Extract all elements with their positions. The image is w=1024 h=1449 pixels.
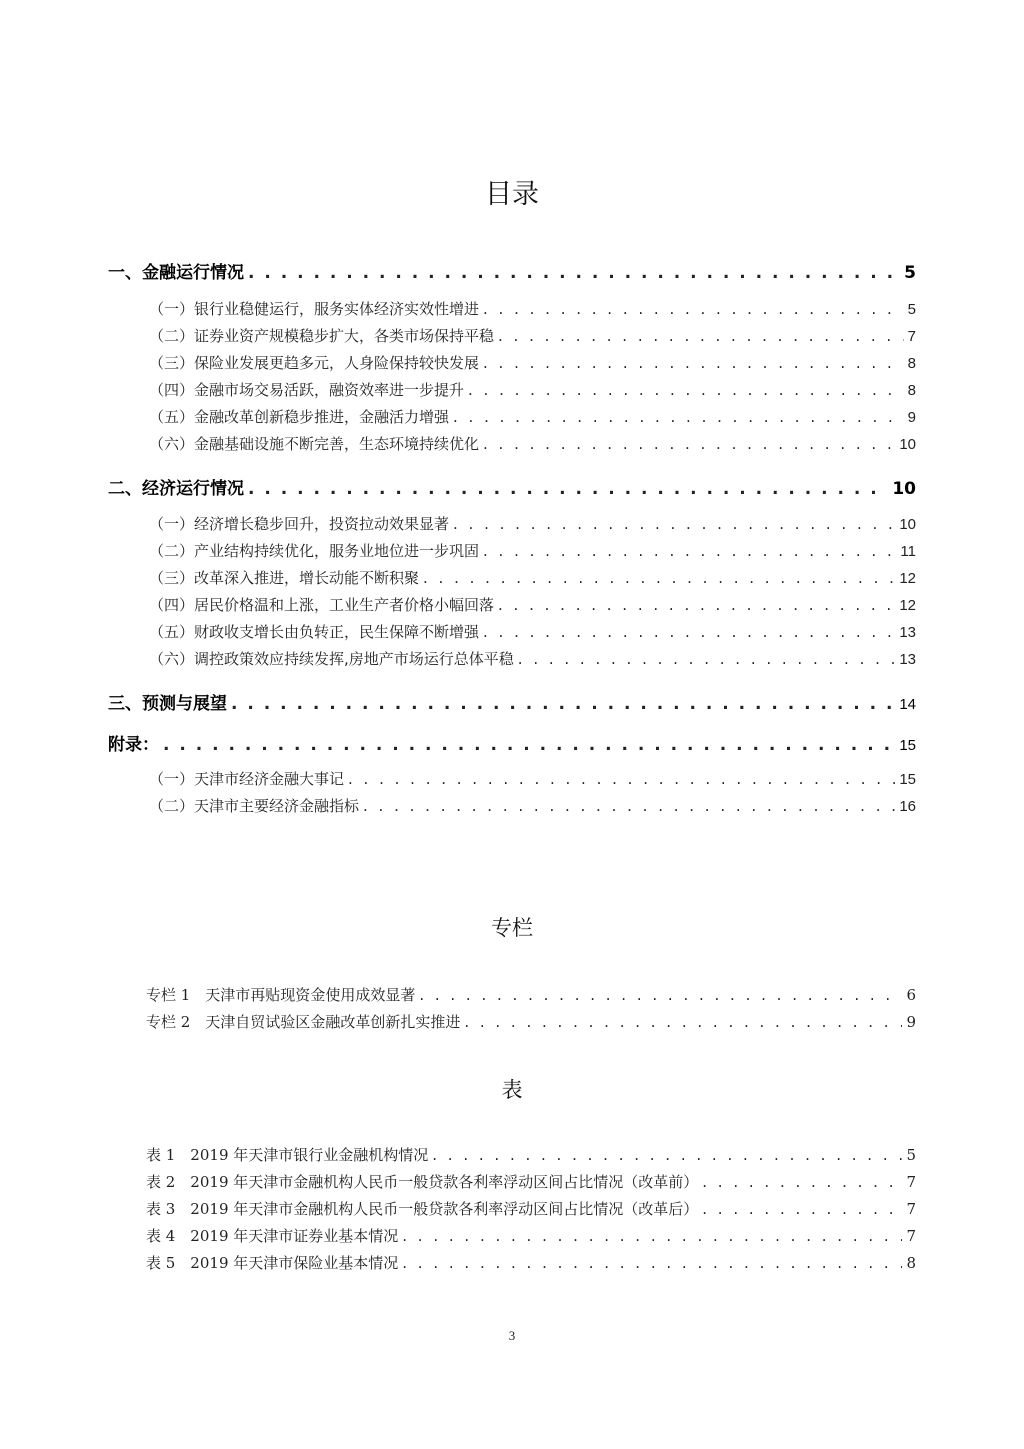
- toc-entry-page: 5: [907, 301, 916, 318]
- table-entry-page: 8: [906, 1254, 916, 1272]
- dot-leader: [483, 354, 904, 372]
- page-number: 3: [508, 1328, 516, 1343]
- dot-leader: [402, 1227, 902, 1245]
- dot-leader: [402, 1254, 902, 1272]
- toc-entry-label: （三）保险业发展更趋多元，人身险保持较快发展: [149, 354, 480, 372]
- table-entry-page: 7: [906, 1227, 916, 1245]
- toc-entry-label: 一、金融运行情况: [108, 263, 244, 283]
- table-entry[interactable]: [146, 1198, 916, 1219]
- toc-entry-page: 15: [899, 737, 916, 754]
- dot-leader: [363, 797, 895, 815]
- dot-leader: [453, 515, 895, 533]
- tables-title: 表: [501, 1078, 523, 1102]
- dot-leader: [464, 1013, 902, 1031]
- table-entry[interactable]: [146, 1144, 916, 1165]
- table-entry-page: 5: [906, 1146, 916, 1164]
- dot-leader: [163, 735, 895, 755]
- toc-entry-label: 附录：: [108, 735, 159, 755]
- column-entry-page: 9: [906, 1013, 916, 1031]
- toc-entry[interactable]: [149, 594, 916, 615]
- toc-entry-page: 7: [907, 328, 916, 345]
- toc-entry-label: （三）改革深入推进，增长动能不断积聚: [149, 569, 420, 587]
- toc-entry-label: （一）天津市经济金融大事记: [149, 770, 345, 788]
- dot-leader: [423, 569, 895, 587]
- toc-entry[interactable]: [149, 433, 916, 454]
- toc-entry-label: （二）证券业资产规模稳步扩大，各类市场保持平稳: [149, 327, 495, 345]
- toc-entry[interactable]: [149, 325, 916, 346]
- toc-entry-page: 11: [900, 543, 916, 560]
- toc-entry-label: （四）金融市场交易活跃，融资效率进一步提升: [149, 381, 465, 399]
- toc-entry-page: 10: [892, 479, 916, 499]
- toc-appendix[interactable]: [108, 730, 916, 755]
- table-entry-label: 表 4 2019 年天津市证券业基本情况: [146, 1227, 399, 1245]
- toc-entry-label: （五）财政收支增长由负转正，民生保障不断增强: [149, 623, 480, 641]
- toc-entry-label: （二）产业结构持续优化，服务业地位进一步巩固: [149, 542, 480, 560]
- dot-leader: [702, 1200, 902, 1218]
- table-entry-label: 表 5 2019 年天津市保险业基本情况: [146, 1254, 399, 1272]
- toc-entry-page: 9: [907, 409, 916, 426]
- dot-leader: [483, 623, 895, 641]
- toc-entry-page: 13: [899, 624, 916, 641]
- toc-entry[interactable]: [149, 795, 916, 816]
- dot-leader: [348, 770, 895, 788]
- dot-leader: [483, 435, 895, 453]
- toc-entry[interactable]: [149, 352, 916, 373]
- table-entry-page: 7: [906, 1200, 916, 1218]
- toc-entry-label: （五）金融改革创新稳步推进，金融活力增强: [149, 408, 450, 426]
- toc-entry[interactable]: [149, 540, 916, 561]
- dot-leader: [248, 479, 888, 499]
- dot-leader: [468, 381, 904, 399]
- toc-section-1[interactable]: [108, 258, 916, 283]
- toc-entry-label: （六）金融基础设施不断完善，生态环境持续优化: [149, 435, 480, 453]
- dot-leader: [248, 263, 900, 283]
- toc-entry-label: （二）天津市主要经济金融指标: [149, 797, 360, 815]
- toc-entry-label: （一）银行业稳健运行，服务实体经济实效性增进: [149, 300, 480, 318]
- column-entry-page: 6: [906, 986, 916, 1004]
- toc-entry-page: 8: [907, 355, 916, 372]
- dot-leader: [453, 408, 904, 426]
- toc-section-2[interactable]: [108, 474, 916, 499]
- columns-title: 专栏: [491, 916, 533, 940]
- dot-leader: [483, 542, 896, 560]
- toc-entry[interactable]: [149, 567, 916, 588]
- dot-leader: [419, 986, 902, 1004]
- dot-leader: [498, 327, 904, 345]
- table-entry-label: 表 3 2019 年天津市金融机构人民币一般贷款各利率浮动区间占比情况（改革后）: [146, 1200, 699, 1218]
- toc-entry-label: （四）居民价格温和上涨，工业生产者价格小幅回落: [149, 596, 495, 614]
- toc-entry-page: 8: [907, 382, 916, 399]
- toc-entry[interactable]: [149, 379, 916, 400]
- table-entry[interactable]: [146, 1171, 916, 1192]
- toc-entry-label: 二、经济运行情况: [108, 479, 244, 499]
- toc-entry-label: （一）经济增长稳步回升，投资拉动效果显著: [149, 515, 450, 533]
- toc-entry-page: 10: [899, 436, 916, 453]
- dot-leader: [702, 1173, 902, 1191]
- toc-entry-page: 16: [899, 798, 916, 815]
- table-entry-label: 表 1 2019 年天津市银行业金融机构情况: [146, 1146, 429, 1164]
- toc-entry-page: 12: [899, 597, 916, 614]
- toc-entry-page: 10: [899, 516, 916, 533]
- toc-entry-label: 三、预测与展望: [108, 694, 227, 714]
- toc-entry[interactable]: [149, 406, 916, 427]
- toc-section-3[interactable]: [108, 689, 916, 714]
- toc-entry-page: 15: [899, 771, 916, 788]
- dot-leader: [498, 596, 895, 614]
- dot-leader: [483, 300, 904, 318]
- toc-entry[interactable]: [149, 768, 916, 789]
- column-entry-label: 专栏 1 天津市再贴现资金使用成效显著: [146, 986, 416, 1004]
- dot-leader: [518, 650, 896, 668]
- dot-leader: [432, 1146, 902, 1164]
- toc-entry[interactable]: [149, 621, 916, 642]
- toc-entry[interactable]: [149, 648, 916, 669]
- toc-entry-page: 5: [904, 263, 916, 283]
- table-entry-label: 表 2 2019 年天津市金融机构人民币一般贷款各利率浮动区间占比情况（改革前）: [146, 1173, 699, 1191]
- column-entry-label: 专栏 2 天津自贸试验区金融改革创新扎实推进: [146, 1013, 461, 1031]
- toc-entry-page: 13: [899, 651, 916, 668]
- column-entry[interactable]: [146, 984, 916, 1005]
- table-entry-page: 7: [906, 1173, 916, 1191]
- toc-title: 目录: [485, 179, 539, 210]
- toc-entry-page: 14: [899, 696, 916, 713]
- dot-leader: [231, 694, 895, 714]
- table-entry[interactable]: [146, 1252, 916, 1273]
- toc-entry-page: 12: [899, 570, 916, 587]
- table-entry[interactable]: [146, 1225, 916, 1246]
- column-entry[interactable]: [146, 1011, 916, 1032]
- toc-entry[interactable]: [149, 513, 916, 534]
- toc-entry[interactable]: [149, 298, 916, 319]
- toc-entry-label: （六）调控政策效应持续发挥,房地产市场运行总体平稳: [149, 650, 514, 668]
